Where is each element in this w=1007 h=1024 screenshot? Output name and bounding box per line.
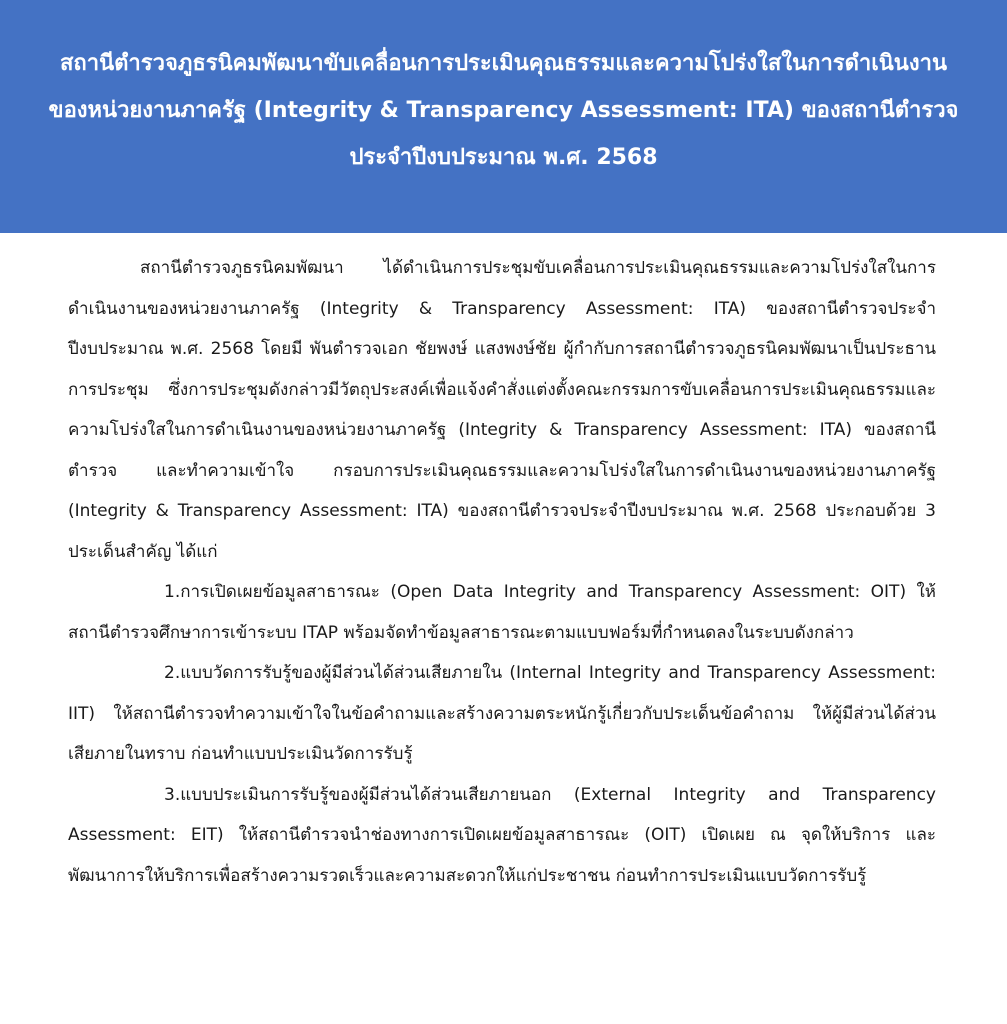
item-eit-paragraph: 3.แบบประเมินการรับรู้ของผู้มีส่วนได้ส่วนเสียภายนอก (External Integrity and Transparency Assessment: EIT) ให้สถานีตำรวจนำช่องทางการเปิดเผยข้อมูลสาธารณะ (OIT) เปิดเผย ณ จุดให้บริการ และพัฒนาการให้บริการเพื่อสร้างความรวดเร็วและความสะดวกให้แก่ประชาชน ก่อนทำการประเมินแบบวัดการรับรู้ (68, 784, 936, 886)
intro-paragraph: สถานีตำรวจภูธรนิคมพัฒนา ได้ดำเนินการประชุมขับเคลื่อนการประเมินคุณธรรมและความโปร่งใสในการดำเนินงานของหน่วยงานภาครัฐ (Integrity & Transparency Assessment: ITA) ของสถานีตำรวจประจำปีงบประมาณ พ.ศ. 2568 โดยมี พันตำรวจเอก ชัยพงษ์ แสงพงษ์ชัย ผู้กำกับการสถานีตำรวจภูธรนิคมพัฒนาเป็นประธานการประชุม ซึ่งการประชุมดังกล่าวมีวัตถุประสงค์เพื่อแจ้งคำสั่งแต่งตั้งคณะกรรมการขับเคลื่อนการประเมินคุณธรรมและความโปร่งใสในการดำเนินงานของหน่วยงานภาครัฐ (Integrity & Transparency Assessment: ITA) ของสถานีตำรวจ และทำความเข้าใจ กรอบการประเมินคุณธรรมและความโปร่งใสในการดำเนินงานของหน่วยงานภาครัฐ (Integrity & Transparency Assessment: ITA) ของสถานีตำรวจประจำปีงบประมาณ พ.ศ. 2568 ประกอบด้วย 3 ประเด็นสำคัญ ได้แก่ (68, 258, 936, 562)
title-line-3: ประจำปีงบประมาณ พ.ศ. 2568 (349, 145, 658, 170)
header-banner (0, 0, 1007, 233)
title-line-1: สถานีตำรวจภูธรนิคมพัฒนาขับเคลื่อนการประเมินคุณธรรมและความโปร่งใสในการดำเนินงาน (60, 51, 947, 76)
item-oit-paragraph: 1.การเปิดเผยข้อมูลสาธารณะ (Open Data Integrity and Transparency Assessment: OIT) ให้สถานีตำรวจศึกษาการเข้าระบบ ITAP พร้อมจัดทำข้อมูลสาธารณะตามแบบฟอร์มที่กำหนดลงในระบบดังกล่าว (68, 582, 936, 643)
article-body (68, 248, 936, 896)
page-title (20, 40, 987, 181)
item-iit-paragraph: 2.แบบวัดการรับรู้ของผู้มีส่วนได้ส่วนเสียภายใน (Internal Integrity and Transparency Assessment: IIT) ให้สถานีตำรวจทำความเข้าใจในข้อคำถามและสร้างความตระหนักรู้เกี่ยวกับประเด็นข้อคำถาม ให้ผู้มีส่วนได้ส่วนเสียภายในทราบ ก่อนทำแบบประเมินวัดการรับรู้ (68, 663, 936, 764)
title-line-2: ของหน่วยงานภาครัฐ (Integrity & Transparency Assessment: ITA) ของสถานีตำรวจ (48, 98, 959, 123)
